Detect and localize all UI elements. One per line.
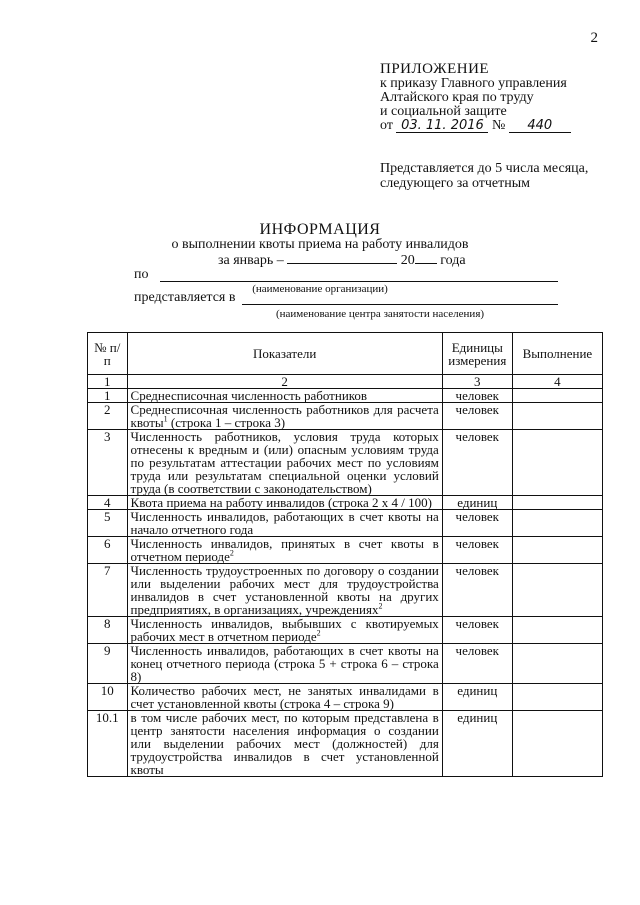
row-unit: человек [442,644,512,684]
row-indicator [127,430,442,496]
row-indicator [127,617,442,644]
indicator-text: Квота приема на работу инвалидов (строка 2 х 4 / 100) [130,495,432,510]
table-row [88,403,603,430]
document-subtitle: о выполнении квоты приема на работу инвалидов [171,237,469,252]
appendix-line-3: и социальной защите [380,104,507,119]
reporting-period [218,251,466,269]
submission-note [380,161,588,191]
row-unit: человек [442,537,512,564]
row-value-cell[interactable] [512,617,602,644]
row-value-cell[interactable] [512,684,602,711]
row-value-cell[interactable] [512,537,602,564]
row-indicator [127,389,442,403]
row-number: 6 [88,537,128,564]
row-indicator [127,537,442,564]
row-number: 8 [88,617,128,644]
appendix-block [380,62,571,133]
column-number-4: 4 [512,375,602,389]
row-unit: человек [442,617,512,644]
order-number-handwritten: 440 [509,120,571,133]
quota-table [87,332,603,777]
indicator-text: Среднесписочная численность работников [130,388,368,403]
row-indicator [127,711,442,777]
indicator-text: Численность инвалидов, выбывших с квотируемых рабочих мест в отчетном периоде [130,616,439,644]
footnote-mark: 2 [229,548,234,558]
row-unit: человек [442,389,512,403]
row-value-cell[interactable] [512,389,602,403]
indicator-text: Численность инвалидов, работающих в счет квоты на конец отчетного периода (строка 5 + строка 6 – строка 8) [130,643,439,684]
indicator-text: Численность трудоустроенных по договору о создании или выделении рабочих мест для трудоустройства инвалидов в счет установленной квоты на других предприятиях, в организациях, учреждениях [130,563,439,617]
row-value-cell[interactable] [512,403,602,430]
order-from-prefix: от [380,118,393,133]
order-number-sign: № [491,118,506,133]
header-value: Выполнение [512,333,602,375]
table-row [88,617,603,644]
org-name-line [160,281,558,282]
appendix-order-line [380,119,571,133]
row-number: 9 [88,644,128,684]
row-indicator [127,403,442,430]
row-number: 3 [88,430,128,496]
column-number-3: 3 [442,375,512,389]
org-label: по [134,267,149,282]
table-row [88,389,603,403]
row-unit: человек [442,510,512,537]
indicator-text: Численность инвалидов, принятых в счет квоты в отчетном периоде [130,536,439,564]
table-row [88,684,603,711]
period-century: 20 [400,253,415,268]
center-name-line [242,304,558,305]
row-unit: человек [442,403,512,430]
footnote-mark: 1 [163,414,168,424]
table-row [88,496,603,510]
row-unit: человек [442,430,512,496]
submission-line-1: Представляется до 5 числа месяца, [380,161,589,176]
footnote-mark: 2 [378,601,383,611]
row-number: 4 [88,496,128,510]
row-value-cell[interactable] [512,711,602,777]
header-unit: Единицы измерения [442,333,512,375]
table-row [88,537,603,564]
period-year-blank [415,251,437,264]
row-number: 1 [88,389,128,403]
table-row [88,711,603,777]
row-indicator [127,684,442,711]
period-suffix: года [440,253,466,268]
center-caption: (наименование центра занятости населения) [275,308,485,320]
row-number: 10.1 [88,711,128,777]
row-value-cell[interactable] [512,496,602,510]
header-no: № п/п [88,333,128,375]
table-row [88,430,603,496]
table-row [88,564,603,617]
appendix-line-2: Алтайского края по труду [380,90,534,105]
indicator-text: Численность работников, условия труда которых отнесены к вредным и (или) опасным условиям труда по результатам аттестации рабочих мест по условиям труда или результатам специальной оценки условий труда (в соответствии с законодательством) [130,429,439,496]
header-indicator: Показатели [127,333,442,375]
org-caption: (наименование организации) [252,283,388,295]
row-unit: человек [442,564,512,617]
row-value-cell[interactable] [512,644,602,684]
table-row [88,510,603,537]
indicator-text: в том числе рабочих мест, по которым представлена в центр занятости населения информация о создании или выделении рабочих мест (должностей) для трудоустройства инвалидов в счет установленной квоты [130,710,439,777]
appendix-line-1: к приказу Главного управления [380,76,567,91]
row-unit: единиц [442,684,512,711]
row-value-cell[interactable] [512,430,602,496]
row-unit: единиц [442,496,512,510]
row-number: 2 [88,403,128,430]
submission-line-2: следующего за отчетным [380,176,531,191]
appendix-title: ПРИЛОЖЕНИЕ [380,61,490,77]
row-number: 5 [88,510,128,537]
row-number: 10 [88,684,128,711]
column-numbers-row [88,375,603,389]
order-date-handwritten: 03. 11. 2016 [396,120,488,133]
indicator-text: Количество рабочих мест, не занятых инвалидами в счет установленной квоты (строка 4 – строка 9) [130,683,439,711]
row-unit: единиц [442,711,512,777]
row-value-cell[interactable] [512,564,602,617]
page-number: 2 [590,30,598,46]
period-month-blank [287,251,397,264]
row-indicator [127,510,442,537]
table-row [88,644,603,684]
table-header-row [88,333,603,375]
column-number-2: 2 [127,375,442,389]
column-number-1: 1 [88,375,128,389]
document-title: ИНФОРМАЦИЯ [259,221,381,238]
indicator-text: Среднесписочная численность работников для расчета квоты [130,402,439,430]
row-indicator [127,644,442,684]
period-prefix: за январь – [218,253,284,268]
center-label: представляется в [134,290,236,305]
row-indicator [127,496,442,510]
row-value-cell[interactable] [512,510,602,537]
indicator-text-after: (строка 1 – строка 3) [167,415,286,430]
indicator-text: Численность инвалидов, работающих в счет квоты на начало отчетного года [130,509,439,537]
row-indicator [127,564,442,617]
footnote-mark: 2 [316,628,321,638]
row-number: 7 [88,564,128,617]
table-body [88,375,603,777]
